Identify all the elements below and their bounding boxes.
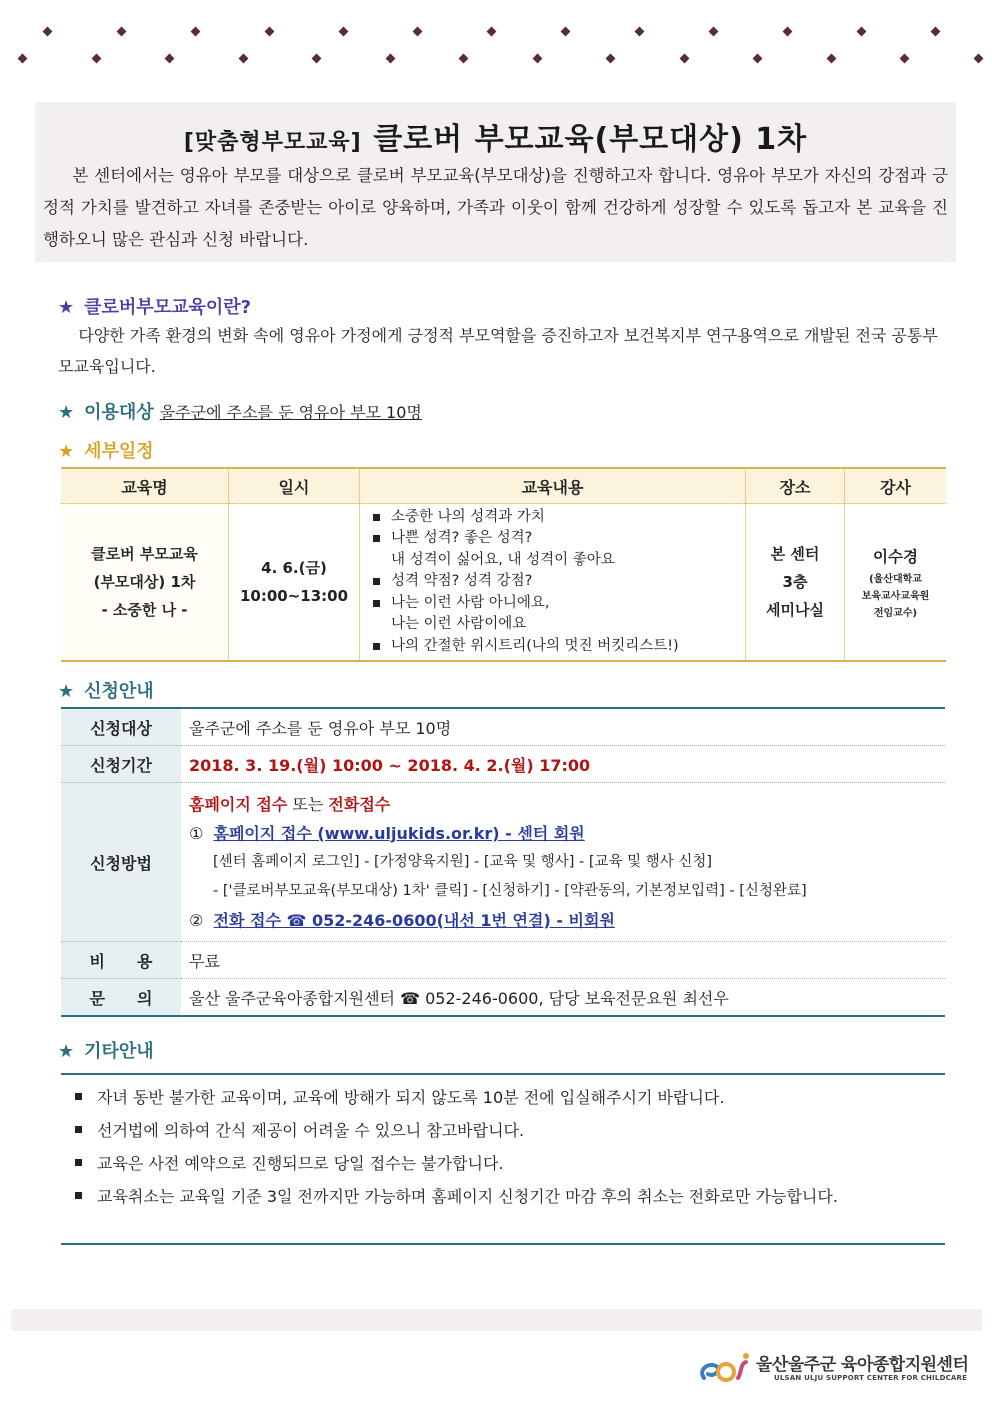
section-target-title bbox=[58, 398, 422, 424]
footer-band bbox=[11, 1309, 982, 1331]
org-name-en: ULSAN ULJU SUPPORT CENTER FOR CHILDCARE bbox=[774, 1374, 968, 1382]
instructor-desc: (울산대학교 bbox=[869, 573, 922, 585]
apply-row-method bbox=[61, 783, 945, 942]
star-icon: ★ bbox=[58, 297, 75, 318]
place-line: 세미나실 bbox=[766, 601, 824, 619]
course-name-line: - 소중한 나 - bbox=[101, 601, 188, 619]
star-icon: ★ bbox=[58, 402, 75, 423]
diamond-dot bbox=[413, 27, 423, 37]
schedule-title-text: 세부일정 bbox=[84, 441, 154, 462]
diamond-dot bbox=[857, 27, 867, 37]
content-item-text: 나쁜 성격? 좋은 성격? bbox=[391, 530, 533, 547]
apply-contact-value: 울산 울주군육아종합지원센터 ☎ 052-246-0600, 담당 보육전문요원 최선우 bbox=[181, 979, 945, 1017]
instructor-name: 이수경 bbox=[873, 547, 918, 566]
diamond-dot bbox=[487, 27, 497, 37]
about-title-text: 클로버부모교육이란? bbox=[84, 297, 252, 318]
course-name-cell bbox=[61, 504, 229, 662]
diamond-dot bbox=[973, 54, 983, 64]
content-item-text: 나는 이런 사람이에요 bbox=[391, 616, 527, 633]
header-content: 교육내용 bbox=[360, 468, 746, 504]
apply-table bbox=[61, 707, 945, 1017]
place-line: 3층 bbox=[782, 573, 808, 591]
apply-target-label: 신청대상 bbox=[61, 708, 181, 746]
method-1-steps-cont: - ['클로버부모교육(부모대상) 1차' 클릭] - [신청하기] - [약관동의, 기본정보입력] - [신청완료] bbox=[213, 882, 807, 899]
about-text bbox=[58, 320, 940, 382]
diamond-dot bbox=[191, 27, 201, 37]
diamond-dot bbox=[238, 54, 248, 64]
etc-item-text: 교육은 사전 예약으로 진행되므로 당일 접수는 불가합니다. bbox=[97, 1154, 504, 1173]
diamond-dot bbox=[606, 54, 616, 64]
header-box bbox=[35, 102, 956, 262]
header-course-name: 교육명 bbox=[61, 468, 229, 504]
apply-target-value: 울주군에 주소를 둔 영유아 부모 10명 bbox=[181, 708, 945, 746]
course-name-line: (부모대상) 1차 bbox=[93, 573, 196, 591]
course-date: 4. 6.(금) bbox=[261, 559, 327, 577]
schedule-row bbox=[61, 504, 946, 662]
star-icon: ★ bbox=[58, 681, 75, 702]
list-item bbox=[75, 1180, 937, 1213]
intro-text-content: 본 센터에서는 영유아 부모를 대상으로 클로버 부모교육(부모대상)을 진행하고자 합니다. 영유아 부모가 자신의 강점과 긍정적 가치를 발견하고 자녀를 존중받는 아이로 양육하며, 가족과 이웃이 함께 건강하게 성장할 수 있도록 돕고자 본 교육을 진행하오니 많은 관심과 신청 바랍니다. bbox=[43, 166, 948, 249]
content-item-text: 내 성격이 싫어요, 내 성격이 좋아요 bbox=[391, 551, 615, 568]
apply-title-text: 신청안내 bbox=[84, 681, 154, 702]
method-2-num: ② bbox=[189, 910, 204, 930]
diamond-dot bbox=[91, 54, 101, 64]
list-item bbox=[373, 636, 744, 658]
schedule-header-row bbox=[61, 468, 946, 504]
diamond-dot bbox=[385, 54, 395, 64]
etc-list bbox=[61, 1075, 945, 1213]
content-list bbox=[361, 507, 744, 658]
decorative-dot-border bbox=[0, 22, 992, 68]
apply-period-value: 2018. 3. 19.(월) 10:00 ~ 2018. 4. 2.(월) 17:00 bbox=[181, 746, 945, 783]
logo-mark-icon bbox=[696, 1348, 752, 1388]
diamond-dot bbox=[900, 54, 910, 64]
diamond-dot bbox=[43, 27, 53, 37]
etc-title-text: 기타안내 bbox=[84, 1041, 154, 1062]
diamond-dot bbox=[635, 27, 645, 37]
star-icon: ★ bbox=[58, 1041, 75, 1062]
apply-row-target bbox=[61, 708, 945, 746]
diamond-dot bbox=[265, 27, 275, 37]
method-1-steps: [센터 홈페이지 로그인] - [가정양육지원] - [교육 및 행사] - [교육 및 행사 신청] bbox=[213, 853, 713, 870]
about-text-content: 다양한 가족 환경의 변화 속에 영유아 가정에게 긍정적 부모역할을 증진하고자 보건복지부 연구용역으로 개발된 전국 공통부모교육입니다. bbox=[58, 326, 938, 376]
etc-item-text: 교육취소는 교육일 기준 3일 전까지만 가능하며 홈페이지 신청기간 마감 후의 취소는 전화로만 가능합니다. bbox=[97, 1187, 838, 1206]
diamond-dot bbox=[826, 54, 836, 64]
content-item-text: 나는 이런 사람 아니에요, bbox=[391, 594, 550, 611]
apply-contact-label: 문 의 bbox=[61, 979, 181, 1017]
org-name-kr: 울산울주군 육아종합지원센터 bbox=[756, 1355, 969, 1375]
apply-period-label: 신청기간 bbox=[61, 746, 181, 783]
apply-cost-value: 무료 bbox=[181, 942, 945, 979]
target-value: 울주군에 주소를 둔 영유아 부모 10명 bbox=[159, 403, 422, 422]
diamond-dot bbox=[339, 27, 349, 37]
intro-text bbox=[43, 160, 948, 256]
diamond-dot bbox=[709, 27, 719, 37]
place-cell bbox=[746, 504, 845, 662]
place-line: 본 센터 bbox=[770, 545, 820, 563]
apply-row-contact bbox=[61, 979, 945, 1017]
section-schedule-title bbox=[58, 437, 154, 463]
list-item bbox=[373, 528, 744, 571]
instructor-cell bbox=[845, 504, 947, 662]
target-title-text: 이용대상 bbox=[84, 402, 154, 423]
diamond-dot bbox=[931, 27, 941, 37]
diamond-dot bbox=[561, 27, 571, 37]
etc-box bbox=[61, 1073, 945, 1245]
method-phone-label: 전화접수 bbox=[328, 794, 391, 814]
instructor-desc: 보육교사교육원 bbox=[861, 590, 930, 602]
datetime-cell bbox=[229, 504, 360, 662]
content-cell bbox=[360, 504, 746, 662]
section-etc-title bbox=[58, 1037, 154, 1063]
diamond-dot bbox=[679, 54, 689, 64]
list-item bbox=[373, 593, 744, 636]
diamond-dot bbox=[783, 27, 793, 37]
method-web-label: 홈페이지 접수 bbox=[189, 794, 288, 814]
etc-item-text: 선거법에 의하여 간식 제공이 어려울 수 있으니 참고바랍니다. bbox=[97, 1121, 525, 1140]
list-item bbox=[75, 1081, 937, 1114]
list-item bbox=[373, 571, 744, 593]
content-item-text: 나의 간절한 위시트리(나의 멋진 버킷리스트!) bbox=[391, 637, 679, 654]
content-item-text: 성격 약점? 성격 강점? bbox=[391, 573, 533, 590]
title-main: 클로버 부모교육(부모대상) 1차 bbox=[373, 122, 808, 157]
star-icon: ★ bbox=[58, 441, 75, 462]
method-head bbox=[189, 790, 945, 819]
apply-row-cost bbox=[61, 942, 945, 979]
homepage-link[interactable]: 홈페이지 접수 (www.uljukids.or.kr) - 센터 회원 bbox=[213, 823, 585, 843]
diamond-dot bbox=[312, 54, 322, 64]
header-datetime: 일시 bbox=[229, 468, 360, 504]
diamond-dot bbox=[753, 54, 763, 64]
page-title bbox=[35, 114, 956, 158]
diamond-dot bbox=[165, 54, 175, 64]
diamond-dot bbox=[18, 54, 28, 64]
method-1 bbox=[189, 819, 945, 848]
diamond-dot bbox=[459, 54, 469, 64]
org-logo bbox=[696, 1348, 976, 1388]
title-prefix: [맞춤형부모교육] bbox=[183, 130, 362, 155]
section-apply-title bbox=[58, 677, 154, 703]
header-instructor: 강사 bbox=[845, 468, 947, 504]
method-2 bbox=[189, 906, 945, 935]
apply-cost-label: 비 용 bbox=[61, 942, 181, 979]
content-item-text: 소중한 나의 성격과 가치 bbox=[391, 508, 545, 525]
list-item bbox=[75, 1114, 937, 1147]
course-time: 10:00~13:00 bbox=[239, 587, 349, 605]
apply-row-period bbox=[61, 746, 945, 783]
schedule-table bbox=[61, 467, 946, 662]
etc-item-text: 자녀 동반 불가한 교육이며, 교육에 방해가 되지 않도록 10분 전에 입실해주시기 바랍니다. bbox=[97, 1088, 725, 1107]
phone-link[interactable]: 전화 접수 ☎ 052-246-0600(내선 1번 연결) - 비회원 bbox=[213, 910, 615, 930]
apply-method-value bbox=[181, 783, 945, 942]
list-item bbox=[373, 507, 744, 529]
section-about-title bbox=[58, 293, 251, 319]
diamond-dot bbox=[532, 54, 542, 64]
apply-method-label: 신청방법 bbox=[61, 783, 181, 942]
header-place: 장소 bbox=[746, 468, 845, 504]
method-1-num: ① bbox=[189, 823, 204, 843]
list-item bbox=[75, 1147, 937, 1180]
diamond-dot bbox=[117, 27, 127, 37]
method-or: 또는 bbox=[292, 794, 324, 814]
instructor-desc: 전임교수) bbox=[873, 607, 918, 619]
course-name-line: 클로버 부모교육 bbox=[91, 545, 198, 563]
